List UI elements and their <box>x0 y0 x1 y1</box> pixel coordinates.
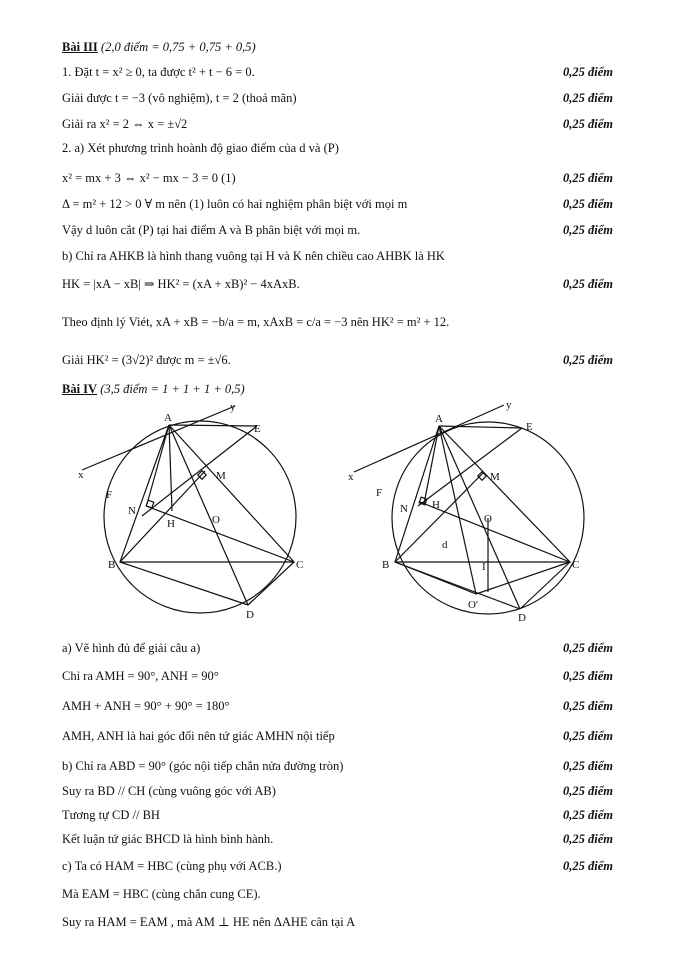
altitude-bm <box>395 472 484 562</box>
answer-line <box>62 783 613 799</box>
line-score: 0,25 điểm <box>563 859 613 873</box>
answer-line <box>62 640 613 656</box>
line-score: 0,25 điểm <box>563 277 613 291</box>
line-text: AMH + ANH = 90° + 90° = 180° <box>62 699 230 713</box>
line-score: 0,25 điểm <box>563 197 613 211</box>
line-text: Δ = m² + 12 > 0 ∀ m nên (1) luôn có hai nghiệm phân biệt với mọi m <box>62 197 408 211</box>
answer-line <box>62 352 613 368</box>
line-score: 0,25 điểm <box>563 353 613 367</box>
geometry-figure-2 <box>340 394 600 630</box>
line-text: Vậy d luôn cắt (P) tại hai điểm A và B phân biệt với mọi m. <box>62 223 361 237</box>
line-score: 0,25 điểm <box>563 808 613 822</box>
altitude-cn <box>146 506 294 562</box>
answer-line <box>62 314 613 330</box>
answer-line <box>62 116 613 132</box>
line-text: 1. Đặt t = x² ≥ 0, ta được t² + t − 6 = 0. <box>62 65 255 79</box>
circle-o <box>104 421 296 613</box>
line-score: 0,25 điểm <box>563 759 613 773</box>
label-x: x <box>348 471 354 483</box>
line-text: a) Vẽ hình đủ để giải câu a) <box>62 641 201 655</box>
segment-an <box>147 425 169 504</box>
line-score: 0,25 điểm <box>563 171 613 185</box>
label-y: y <box>506 399 512 411</box>
answer-line <box>62 196 613 212</box>
answer-line <box>62 728 613 744</box>
label-d: D <box>246 609 254 621</box>
line-text: Mà EAM = HBC (cùng chắn cung CE). <box>62 887 261 901</box>
line-text: Giải ra x² = 2 ⇔ x = ±√2 <box>62 117 188 131</box>
line-text: HK = |xA − xB| ⇒ HK² = (xA + xB)² − 4xAxB. <box>62 277 300 291</box>
answer-line <box>62 248 613 264</box>
label-a: A <box>435 413 443 425</box>
label-o: O <box>484 513 492 525</box>
label-m: M <box>216 470 226 482</box>
label-b: B <box>382 559 390 571</box>
label-x: x <box>78 469 84 481</box>
line-text: Giải được t = −3 (vô nghiệm), t = 2 (thoả mãn) <box>62 91 297 105</box>
answer-line <box>62 914 613 930</box>
answer-line <box>62 831 613 847</box>
line-text: Suy ra BD // CH (cùng vuông góc với AB) <box>62 784 276 798</box>
label-i: I <box>482 561 486 573</box>
right-angle-n <box>419 497 427 505</box>
label-h: H <box>167 518 175 530</box>
answer-line <box>62 64 613 80</box>
answer-line <box>62 140 613 156</box>
line-text: AMH, ANH là hai góc đối nên tứ giác AMHN nội tiếp <box>62 729 335 743</box>
label-e: E <box>254 423 261 435</box>
line-score: 0,25 điểm <box>563 65 613 79</box>
segment-cd <box>520 562 570 609</box>
label-h: H <box>432 499 440 511</box>
line-score: 0,25 điểm <box>563 223 613 237</box>
line-score: 0,25 điểm <box>563 784 613 798</box>
label-f: F <box>376 487 383 499</box>
segment-o2c <box>476 562 570 594</box>
section-title: Bài III <box>62 40 98 54</box>
label-m: M <box>490 471 500 483</box>
line-text: 2. a) Xét phương trình hoành độ giao điểm của d và (P) <box>62 141 339 155</box>
segment-ae <box>439 426 522 428</box>
label-d-lower: d <box>442 539 448 551</box>
answer-line <box>62 758 613 774</box>
label-e: E <box>526 421 533 433</box>
answer-line <box>62 276 613 292</box>
line-text: Giải HK² = (3√2)² được m = ±√6. <box>62 353 231 367</box>
label-o-prime: O' <box>468 599 478 611</box>
segment-ao2 <box>439 426 476 594</box>
line-text: Tương tự CD // BH <box>62 808 160 822</box>
right-angle-n <box>146 500 154 508</box>
line-text: c) Ta có HAM = HBC (cùng phụ với ACB.) <box>62 859 282 873</box>
line-text: Chỉ ra AMH = 90°, ANH = 90° <box>62 669 219 683</box>
answer-line <box>62 807 613 823</box>
section-title: Bài IV <box>62 382 98 396</box>
segment-ah <box>169 425 172 511</box>
line-score: 0,25 điểm <box>563 91 613 105</box>
label-n: N <box>400 503 408 515</box>
triangle-abc <box>395 426 570 562</box>
tangent-line-xy <box>82 406 235 470</box>
segment-bo2 <box>395 562 476 594</box>
line-score: 0,25 điểm <box>563 641 613 655</box>
answer-line <box>62 170 613 186</box>
label-b: B <box>108 559 116 571</box>
label-n: N <box>128 505 136 517</box>
line-text: b) Chỉ ra AHKB là hình thang vuông tại H và K nên chiều cao AHBK là HK <box>62 249 445 263</box>
answer-line <box>62 858 613 874</box>
answer-line <box>62 90 613 106</box>
tangent-line-xy <box>354 405 504 472</box>
label-y: y <box>230 401 236 413</box>
label-o: O <box>212 514 220 526</box>
answer-line <box>62 668 613 684</box>
line-score: 0,25 điểm <box>563 729 613 743</box>
answer-line <box>62 222 613 238</box>
diameter-ad <box>439 426 520 609</box>
answer-line <box>62 886 613 902</box>
line-text: Suy ra HAM = EAM , mà AM ⊥ HE nên ΔAHE cân tại A <box>62 915 356 929</box>
line-text: Theo định lý Viét, xA + xB = −b/a = m, xAxB = c/a = −3 nên HK² = m² + 12. <box>62 315 450 329</box>
line-score: 0,25 điểm <box>563 669 613 683</box>
label-f: F <box>106 489 113 501</box>
label-c: C <box>572 559 580 571</box>
geometry-figure-1 <box>70 398 330 628</box>
label-a: A <box>164 412 172 424</box>
segment-ae <box>169 425 257 426</box>
line-text: x² = mx + 3 ⇔ x² − mx − 3 = 0 (1) <box>62 171 236 185</box>
line-score: 0,25 điểm <box>563 832 613 846</box>
section-header-bai3 <box>62 40 256 55</box>
label-d: D <box>518 612 526 624</box>
line-text: b) Chỉ ra ABD = 90° (góc nội tiếp chắn nửa đường tròn) <box>62 759 344 773</box>
line-text: Kết luận tứ giác BHCD là hình bình hành. <box>62 832 274 846</box>
segment-ef <box>418 428 522 506</box>
score-note: (2,0 điểm = 0,75 + 0,75 + 0,5) <box>100 40 256 54</box>
label-c: C <box>296 559 304 571</box>
answer-line <box>62 698 613 714</box>
line-score: 0,25 điểm <box>563 699 613 713</box>
score-note: (3,5 điểm = 1 + 1 + 1 + 0,5) <box>100 382 245 396</box>
line-score: 0,25 điểm <box>563 117 613 131</box>
diameter-ad <box>169 425 248 605</box>
triangle-abc <box>120 425 294 562</box>
section-header-bai4 <box>62 382 245 397</box>
segment-bd <box>120 562 248 605</box>
segment-cd <box>248 562 294 605</box>
